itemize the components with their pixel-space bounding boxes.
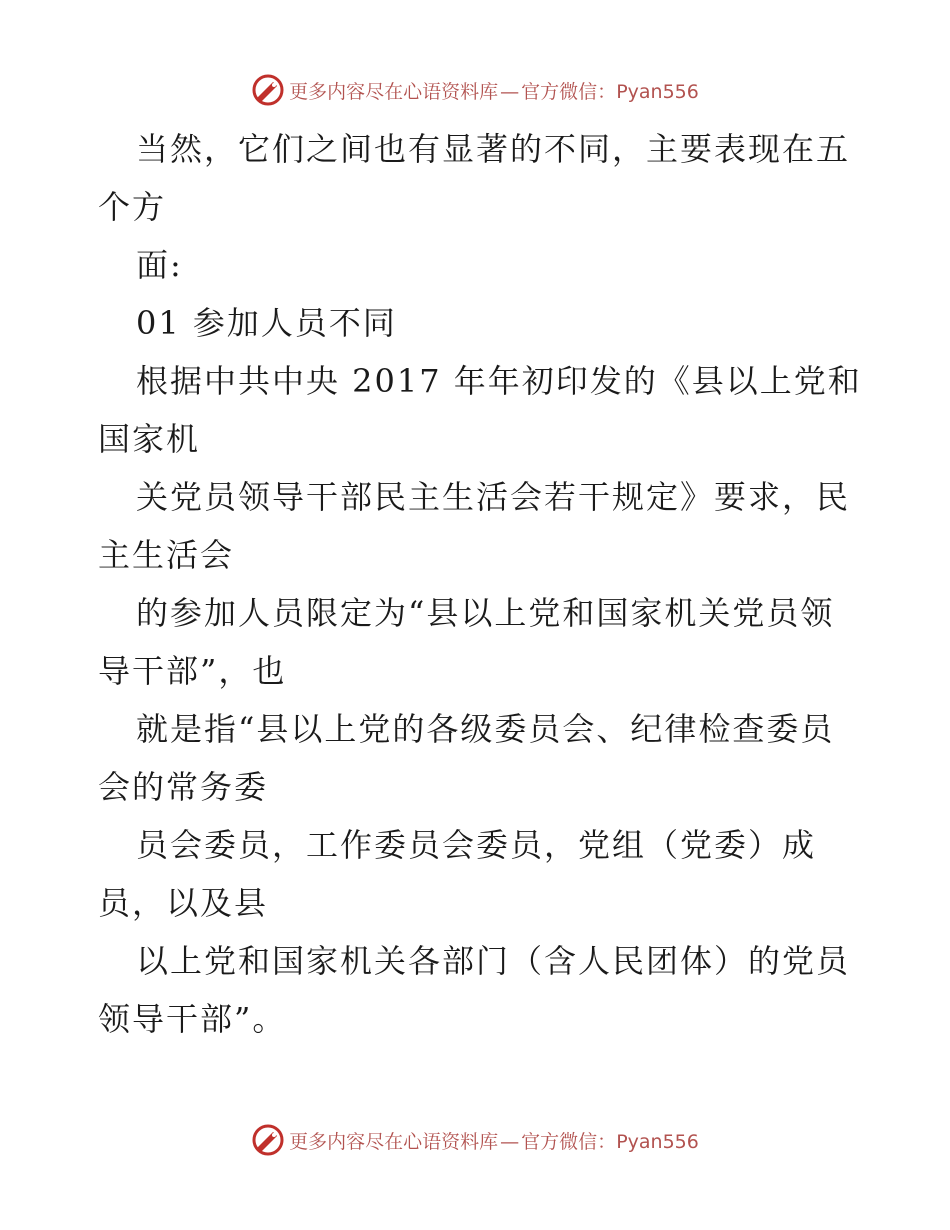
- paragraph: [98, 700, 858, 816]
- pen-nib-logo-icon: [251, 73, 285, 107]
- banner-wechat-id: Pyan556: [616, 1130, 699, 1153]
- paragraph-line: 国家机: [98, 420, 201, 458]
- paragraph: [98, 584, 858, 700]
- banner-wechat-label: 官方微信：: [521, 80, 617, 103]
- paragraph-line: 面:: [136, 246, 183, 284]
- paragraph-line: 的参加人员限定为“县以上党和国家机关党员领: [136, 594, 835, 632]
- header-banner: [0, 70, 950, 110]
- banner-site-text: 更多内容尽在心语资料库: [289, 80, 499, 103]
- paragraph-line: 01 参加人员不同: [136, 304, 397, 342]
- banner-dash: —: [500, 80, 520, 103]
- paragraph-line: 员，以及县: [98, 884, 269, 922]
- paragraph: [98, 236, 858, 294]
- section-heading: [98, 294, 858, 352]
- paragraph-line: 主生活会: [98, 536, 235, 574]
- paragraph-line: 关党员领导干部民主生活会若干规定》要求，民: [136, 478, 851, 516]
- document-body: [98, 120, 862, 1048]
- banner-wechat-label: 官方微信：: [521, 1130, 617, 1153]
- banner-wechat-id: Pyan556: [616, 80, 699, 103]
- paragraph-line: 员会委员，工作委员会委员，党组（党委）成: [136, 826, 817, 864]
- banner-site-text: 更多内容尽在心语资料库: [289, 1130, 499, 1153]
- paragraph-line: 根据中共中央 2017 年年初印发的《县以上党和: [136, 362, 862, 400]
- paragraph-line: 会的常务委: [98, 768, 269, 806]
- paragraph-line: 就是指“县以上党的各级委员会、纪律检查委员: [136, 710, 835, 748]
- paragraph-line: 领导干部”。: [98, 1000, 287, 1038]
- paragraph: [98, 120, 858, 236]
- banner-text: [289, 1127, 699, 1154]
- pen-nib-logo-icon: [251, 1123, 285, 1157]
- footer-banner: [0, 1120, 950, 1160]
- paragraph-line: 以上党和国家机关各部门（含人民团体）的党员: [136, 942, 851, 980]
- paragraph: [98, 932, 858, 1048]
- paragraph-line: 个方: [98, 188, 167, 226]
- banner-text: [289, 77, 699, 104]
- paragraph: [98, 816, 858, 932]
- banner-dash: —: [500, 1130, 520, 1153]
- paragraph: [98, 352, 862, 468]
- paragraph: [98, 468, 858, 584]
- paragraph-line: 导干部”，也: [98, 652, 287, 690]
- paragraph-line: 当然，它们之间也有显著的不同，主要表现在五: [136, 130, 851, 168]
